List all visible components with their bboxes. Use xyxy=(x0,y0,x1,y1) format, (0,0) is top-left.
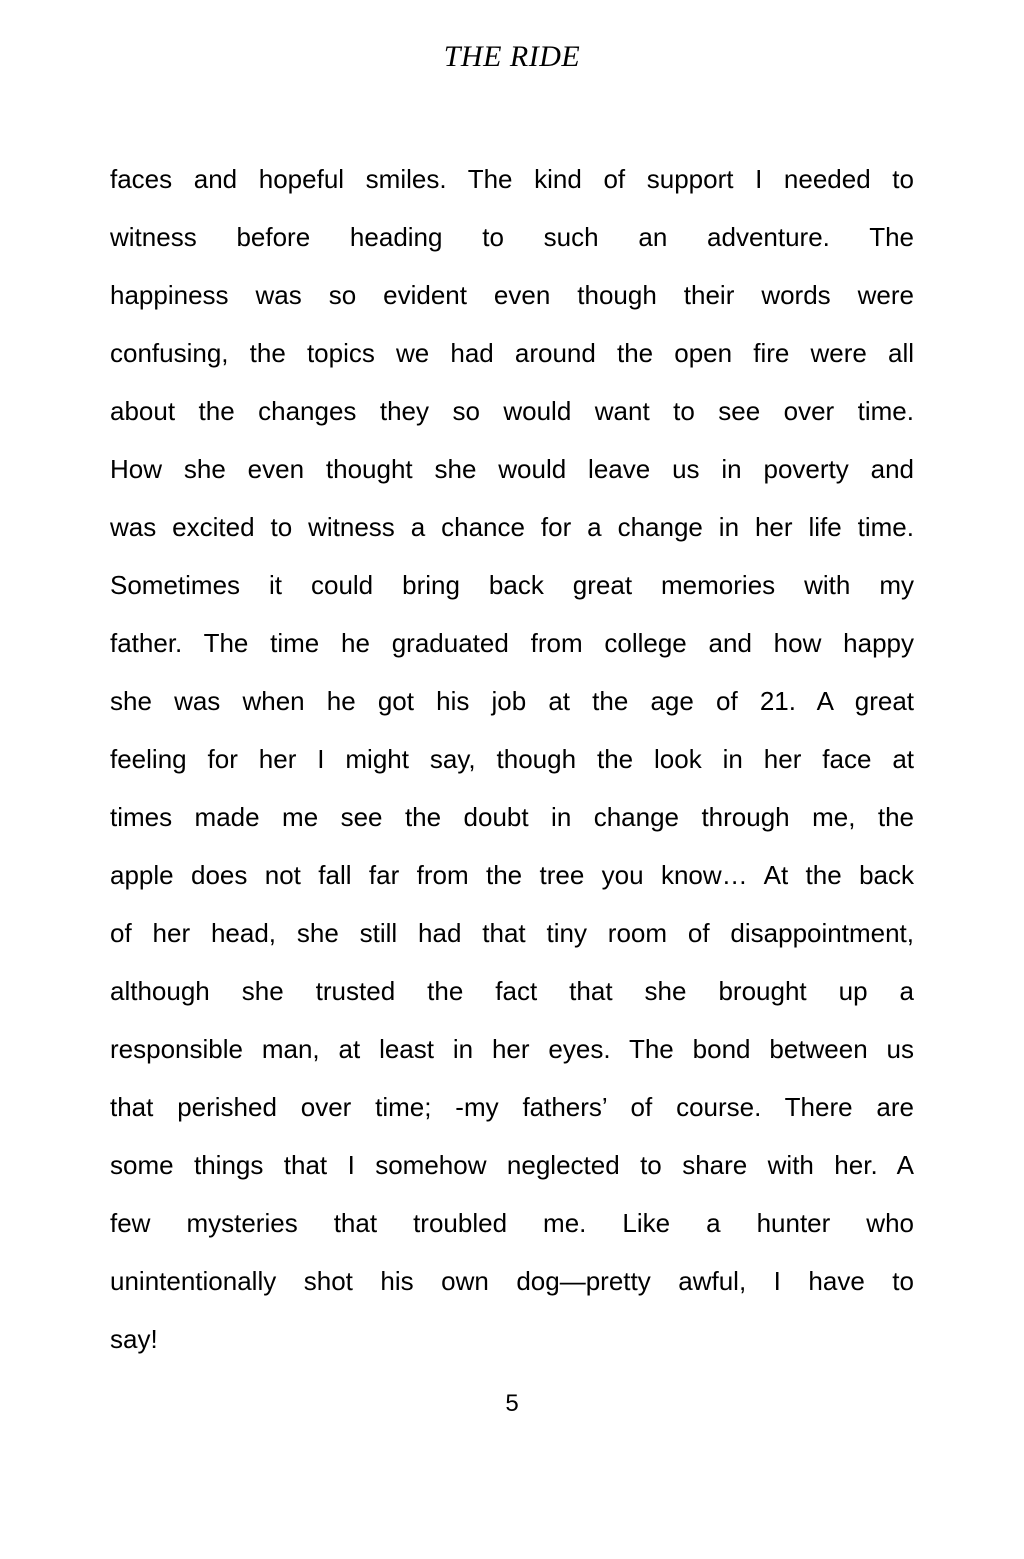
text-line: happiness was so evident even though their words were xyxy=(110,280,914,310)
text-line: of her head, she still had that tiny room of disappointment, xyxy=(110,918,914,948)
text-line: How she even thought she would leave us in poverty and xyxy=(110,454,914,484)
text-line: unintentionally shot his own dog—pretty awful, I have to xyxy=(110,1266,914,1296)
text-line: witness before heading to such an adventure. The xyxy=(110,222,914,252)
page-title: THE RIDE xyxy=(443,40,581,73)
text-line: times made me see the doubt in change through me, the xyxy=(110,802,914,832)
text-line: feeling for her I might say, though the look in her face at xyxy=(110,744,914,774)
text-line: Sometimes it could bring back great memories with my xyxy=(110,570,914,600)
body-paragraph xyxy=(110,150,914,1368)
text-line: apple does not fall far from the tree you know… At the back xyxy=(110,860,914,890)
text-line: responsible man, at least in her eyes. The bond between us xyxy=(110,1034,914,1064)
text-line: although she trusted the fact that she brought up a xyxy=(110,976,914,1006)
text-line: say! xyxy=(110,1324,158,1354)
text-line: confusing, the topics we had around the open fire were all xyxy=(110,338,914,368)
text-line: was excited to witness a chance for a change in her life time. xyxy=(110,512,914,542)
page-number: 5 xyxy=(505,1390,519,1417)
text-line: father. The time he graduated from college and how happy xyxy=(110,628,914,658)
text-line: faces and hopeful smiles. The kind of support I needed to xyxy=(110,164,914,194)
page-footer xyxy=(0,1390,1024,1418)
text-line: she was when he got his job at the age of 21. A great xyxy=(110,686,914,716)
text-line: some things that I somehow neglected to share with her. A xyxy=(110,1150,914,1180)
text-line: few mysteries that troubled me. Like a hunter who xyxy=(110,1208,914,1238)
text-line: that perished over time; -my fathers’ of course. There are xyxy=(110,1092,914,1122)
text-line: about the changes they so would want to see over time. xyxy=(110,396,914,426)
